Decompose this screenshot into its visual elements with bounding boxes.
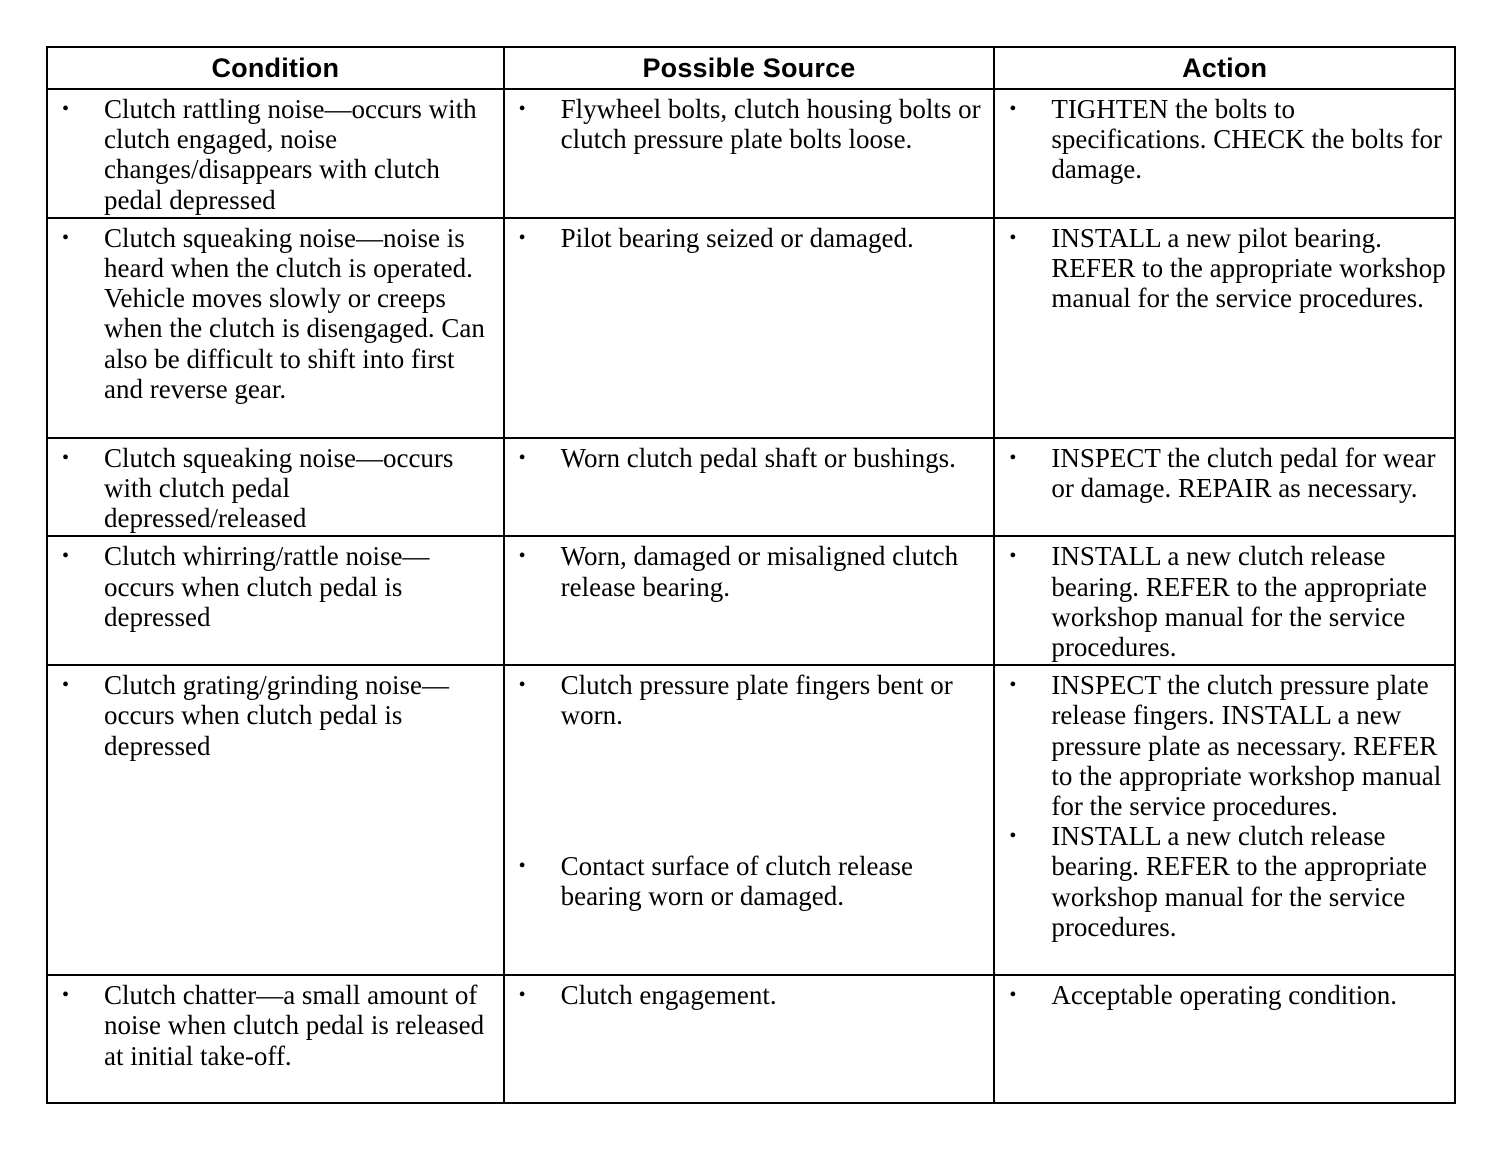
bullet-item: [505, 223, 994, 253]
action-cell: [994, 89, 1455, 218]
table-row: [47, 89, 1455, 218]
bullet-icon: •: [1009, 825, 1017, 848]
header-row: [47, 47, 1455, 89]
condition-cell: [47, 438, 504, 537]
condition-text: Clutch squeaking noise—noise is heard when the clutch is operated. Vehicle moves slowly or creeps when the clutch is disengaged. Can also be difficult to shift into first and reverse gear.: [104, 222, 485, 404]
bullet-item: [48, 94, 503, 215]
table-row: [47, 665, 1455, 975]
bullet-icon: •: [1009, 98, 1017, 120]
bullet-icon: •: [518, 674, 526, 697]
bullet-icon: •: [62, 984, 70, 1007]
diagnosis-table: [46, 46, 1456, 1104]
bullet-icon: •: [62, 446, 70, 469]
source-text: Worn clutch pedal shaft or bushings.: [560, 442, 956, 473]
action-text: INSPECT the clutch pedal for wear or damage. REPAIR as necessary.: [1051, 442, 1436, 504]
source-cell: [504, 975, 995, 1103]
bullet-item: [48, 223, 503, 404]
condition-text: Clutch grating/grinding noise—occurs when clutch pedal is depressed: [104, 670, 449, 761]
condition-cell: [47, 89, 504, 218]
bullet-icon: •: [62, 98, 70, 120]
bullet-item: [995, 94, 1454, 185]
bullet-icon: •: [62, 674, 70, 697]
bullet-icon: •: [518, 446, 526, 469]
table-row: [47, 438, 1455, 537]
table-row: [47, 536, 1455, 665]
bullet-item: [505, 94, 994, 154]
bullet-item: [48, 670, 503, 761]
header-possible-source: Possible Source: [504, 47, 995, 89]
source-cell: [504, 438, 995, 537]
bullet-item: [48, 443, 503, 534]
bullet-item: [505, 443, 994, 473]
action-text: INSTALL a new clutch release bearing. REFER to the appropriate workshop manual for the service procedures.: [1051, 541, 1427, 663]
bullet-item: [995, 443, 1454, 503]
bullet-icon: •: [1009, 984, 1017, 1007]
bullet-icon: •: [518, 854, 526, 877]
action-cell: [994, 975, 1455, 1103]
bullet-icon: •: [62, 545, 70, 568]
source-cell: [504, 665, 995, 975]
bullet-icon: •: [518, 984, 526, 1007]
bullet-item: [48, 541, 503, 632]
bullet-item: [995, 541, 1454, 662]
header-condition: Condition: [47, 47, 504, 89]
source-text: Clutch engagement.: [560, 980, 777, 1011]
bullet-item: [505, 670, 994, 730]
condition-cell: [47, 665, 504, 975]
bullet-item: [505, 980, 994, 1010]
condition-text: Clutch chatter—a small amount of noise when clutch pedal is released at initial take-off.: [104, 980, 485, 1071]
source-text: Flywheel bolts, clutch housing bolts or clutch pressure plate bolts loose.: [560, 94, 981, 155]
bullet-item: [995, 980, 1454, 1010]
action-text: TIGHTEN the bolts to specifications. CHECK the bolts for damage.: [1051, 94, 1443, 185]
action-text: Acceptable operating condition.: [1051, 980, 1397, 1011]
bullet-icon: •: [518, 98, 526, 120]
condition-cell: [47, 218, 504, 438]
condition-text: Clutch rattling noise—occurs with clutch engaged, noise changes/disappears with clutch pedal depressed: [104, 94, 477, 215]
bullet-icon: •: [518, 545, 526, 568]
bullet-icon: •: [1009, 226, 1017, 249]
action-text: INSPECT the clutch pressure plate release fingers. INSTALL a new pressure plate as necessary. REFER to the appropriate workshop manual for the service procedures.: [1051, 670, 1442, 822]
bullet-item: [995, 670, 1454, 821]
bullet-icon: •: [1009, 446, 1017, 469]
source-text: Pilot bearing seized or damaged.: [560, 222, 914, 253]
action-text: INSTALL a new clutch release bearing. REFER to the appropriate workshop manual for the service procedures.: [1051, 821, 1427, 942]
bullet-item: [505, 541, 994, 601]
source-cell: [504, 536, 995, 665]
header-action: Action: [994, 47, 1455, 89]
bullet-icon: •: [62, 226, 70, 249]
table-row: [47, 975, 1455, 1103]
bullet-icon: •: [1009, 674, 1017, 697]
condition-cell: [47, 536, 504, 665]
condition-cell: [47, 975, 504, 1103]
condition-text: Clutch whirring/rattle noise—occurs when clutch pedal is depressed: [104, 541, 430, 632]
bullet-item: [505, 851, 994, 911]
spacer: [505, 731, 994, 851]
action-cell: [994, 438, 1455, 537]
bullet-item: [995, 223, 1454, 314]
source-text: Worn, damaged or misaligned clutch release bearing.: [560, 541, 959, 602]
bullet-item: [995, 821, 1454, 942]
action-text: INSTALL a new pilot bearing. REFER to the appropriate workshop manual for the service procedures.: [1051, 222, 1446, 314]
source-text: Contact surface of clutch release bearing worn or damaged.: [560, 850, 913, 911]
table-row: [47, 218, 1455, 438]
condition-text: Clutch squeaking noise—occurs with clutch pedal depressed/released: [104, 442, 454, 534]
source-cell: [504, 89, 995, 218]
bullet-icon: •: [518, 226, 526, 249]
source-cell: [504, 218, 995, 438]
action-cell: [994, 536, 1455, 665]
action-cell: [994, 665, 1455, 975]
action-cell: [994, 218, 1455, 438]
source-text: Clutch pressure plate fingers bent or worn.: [560, 670, 953, 731]
bullet-item: [48, 980, 503, 1071]
bullet-icon: •: [1009, 545, 1017, 568]
